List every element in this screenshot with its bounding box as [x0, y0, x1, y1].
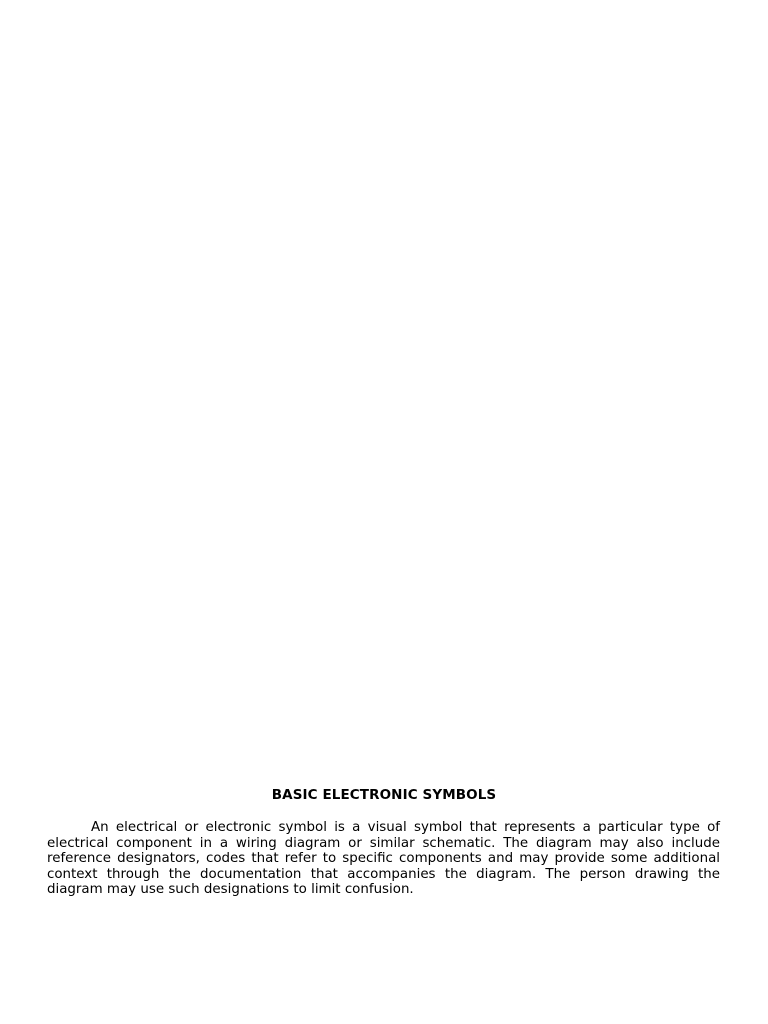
document-title: BASIC ELECTRONIC SYMBOLS [271, 787, 497, 803]
body-paragraph: An electrical or electronic symbol is a visual symbol that represents a particular type of electrical component in a wiring diagram or similar schematic. The diagram may also include reference designators, codes that refer to specific components and may provide some additional context through the documentation that accompanies the diagram. The person drawing the diagram may use such designations to limit confusion. [47, 820, 720, 898]
